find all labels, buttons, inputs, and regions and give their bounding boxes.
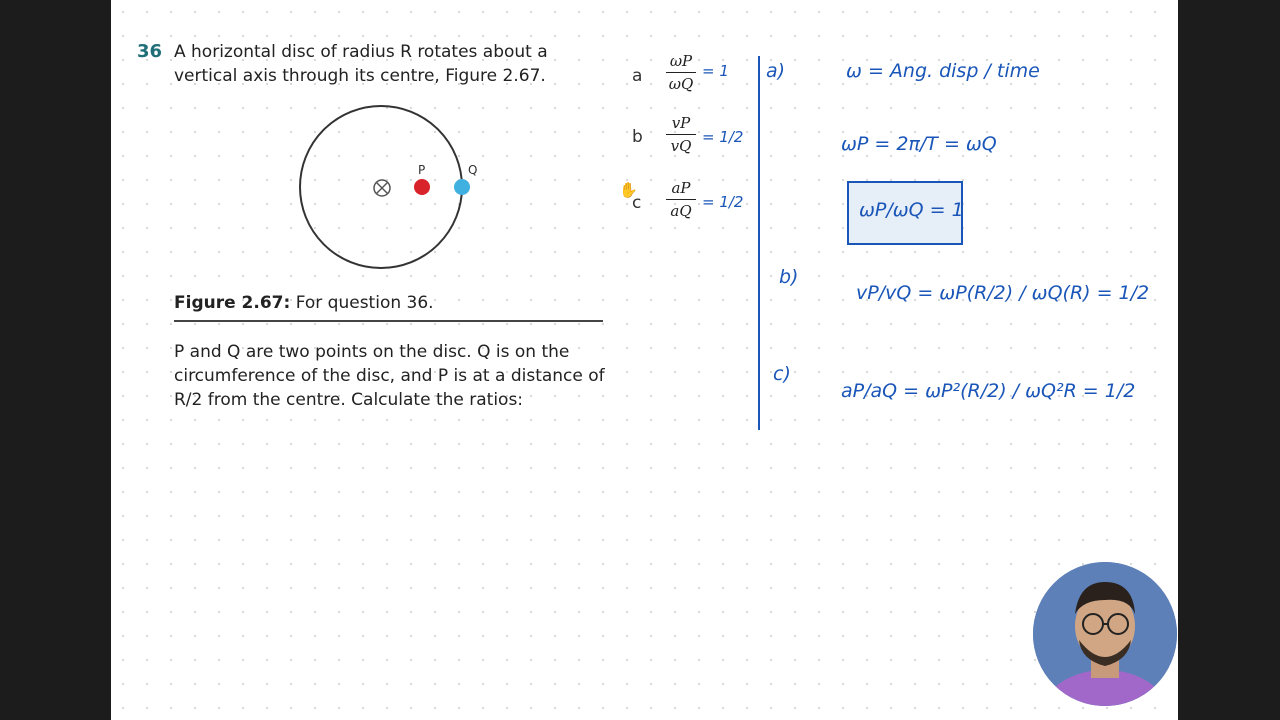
handwriting-b-label: b)	[779, 266, 799, 288]
point-p	[414, 179, 430, 195]
presenter-avatar-icon	[1033, 562, 1177, 706]
label-p: P	[418, 163, 426, 177]
hand-cursor-icon: ✋	[619, 181, 638, 199]
label-q: Q	[468, 163, 478, 177]
option-a-ratio: ωP ωQ	[666, 52, 696, 93]
handwriting-a-line2: ωP = 2π/T = ωQ	[841, 133, 997, 155]
question-text: A horizontal disc of radius R rotates about a vertical axis through its centre, Figure 2.67.	[174, 42, 548, 86]
option-c-letter: c	[632, 193, 642, 213]
caption-rule	[174, 320, 603, 322]
presenter-webcam-avatar	[1033, 562, 1177, 706]
figure-caption-label: Figure 2.67:	[174, 293, 291, 313]
figure-caption	[174, 293, 434, 313]
handwriting-c-label: c)	[773, 363, 791, 385]
option-a-letter: a	[632, 66, 643, 86]
handwriting-a-label: a)	[766, 60, 786, 82]
point-q	[454, 179, 470, 195]
option-a-answer: = 1	[702, 62, 729, 80]
option-b-answer: = 1/2	[702, 128, 744, 146]
disc-figure	[299, 104, 489, 274]
figure-caption-text: For question 36.	[295, 293, 434, 313]
centre-axis-icon	[374, 180, 390, 196]
handwriting-a-boxed: ωP/ωQ = 1	[859, 199, 964, 221]
ink-divider	[758, 56, 760, 430]
option-c-ratio: aP aQ	[666, 179, 696, 220]
handwriting-c-line: aP/aQ = ωP²(R/2) / ωQ²R = 1/2	[841, 380, 1136, 402]
handwriting-a-line1: ω = Ang. disp / time	[846, 60, 1040, 82]
whiteboard-canvas[interactable]	[111, 0, 1178, 720]
option-b-letter: b	[632, 127, 643, 147]
right-dark-margin	[1178, 0, 1280, 720]
question-number: 36	[137, 41, 163, 62]
question-body: P and Q are two points on the disc. Q is on the circumference of the disc, and P is at a distance of R/2 from the centre. Calculate the ratios:	[174, 342, 605, 410]
option-c-answer: = 1/2	[702, 193, 744, 211]
option-b-ratio: vP vQ	[666, 114, 696, 155]
handwriting-b-line: vP/vQ = ωP(R/2) / ωQ(R) = 1/2	[856, 282, 1150, 304]
left-dark-margin	[0, 0, 111, 720]
